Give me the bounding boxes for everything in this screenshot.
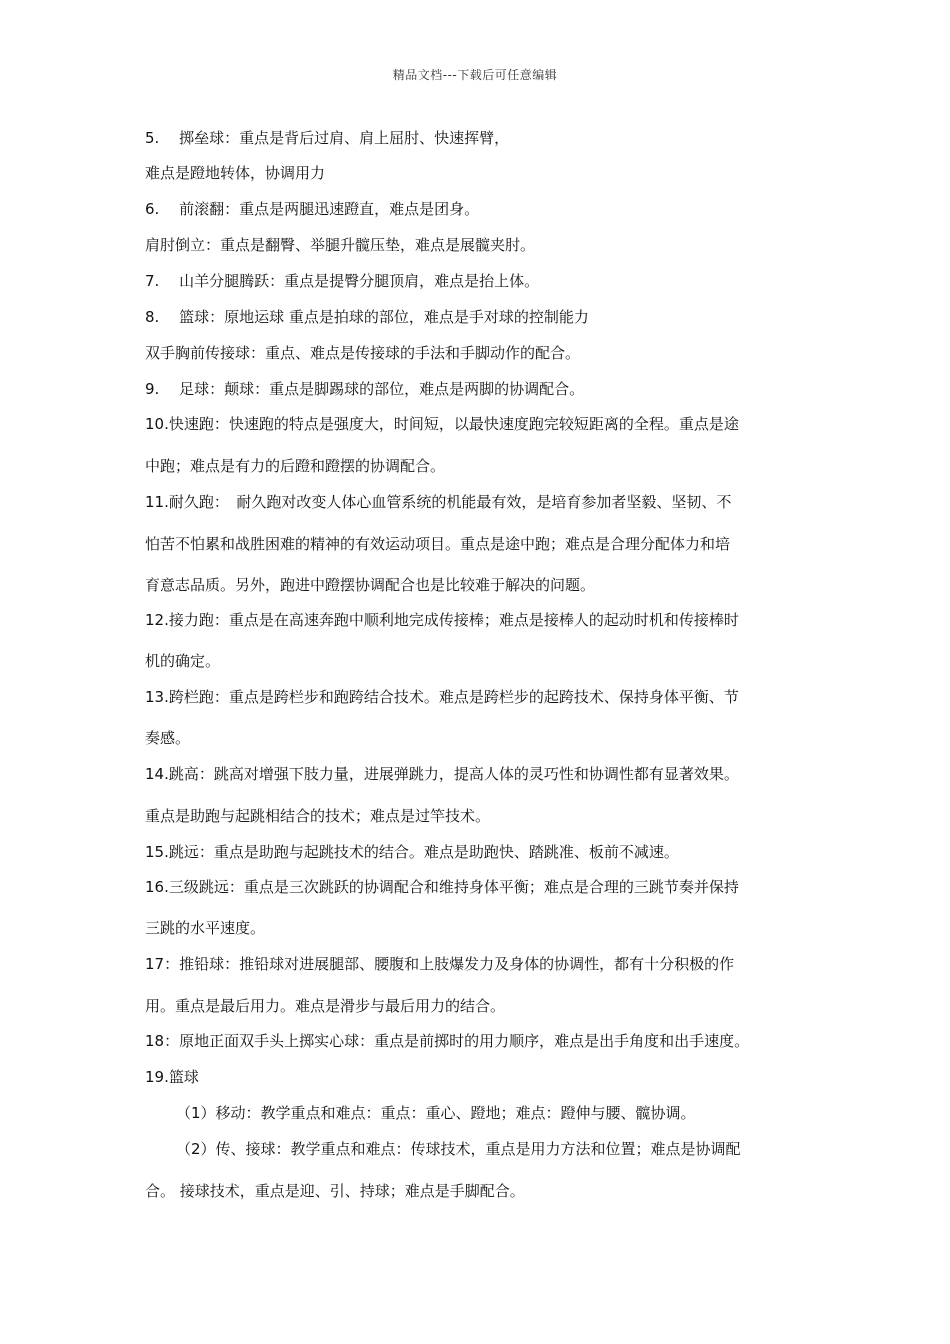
text-line: 用。重点是最后用力。难点是滑步与最后用力的结合。: [145, 997, 506, 1015]
text-line: （2）传、接球：教学重点和难点：传球技术，重点是用力方法和位置；难点是协调配: [176, 1140, 741, 1158]
text-line: 10.快速跑：快速跑的特点是强度大，时间短，以最快速度跑完较短距离的全程。重点是途: [145, 415, 739, 433]
text-line: 中跑；难点是有力的后蹬和蹬摆的协调配合。: [145, 457, 446, 475]
text-line: 育意志品质。另外，跑进中蹬摆协调配合也是比较难于解决的问题。: [145, 576, 596, 594]
text-line: 14.跳高：跳高对增强下肢力量，进展弹跳力，提高人体的灵巧性和协调性都有显著效果。: [145, 765, 739, 783]
text-line: 机的确定。: [145, 652, 221, 670]
text-line: （1）移动：教学重点和难点：重点：重心、蹬地；难点：蹬伸与腰、髋协调。: [176, 1104, 696, 1122]
text-line: 9. 足球：颠球：重点是脚踢球的部位，难点是两脚的协调配合。: [145, 380, 585, 398]
text-line: 8. 篮球：原地运球 重点是拍球的部位，难点是手对球的控制能力: [145, 308, 589, 326]
text-line: 16.三级跳远：重点是三次跳跃的协调配合和维持身体平衡；难点是合理的三跳节奏并保持: [145, 878, 739, 896]
text-line: 7. 山羊分腿腾跃：重点是提臀分腿顶肩，难点是抬上体。: [145, 272, 540, 290]
text-line: 怕苦不怕累和战胜困难的精神的有效运动项目。重点是途中跑；难点是合理分配体力和培: [145, 535, 731, 553]
text-line: 12.接力跑：重点是在高速奔跑中顺利地完成传接棒；难点是接棒人的起动时机和传接棒时: [145, 611, 739, 629]
text-line: 17：推铅球：推铅球对进展腿部、腰腹和上肢爆发力及身体的协调性，都有十分积极的作: [145, 955, 735, 973]
text-line: 19.篮球: [145, 1068, 199, 1086]
text-line: 难点是蹬地转体，协调用力: [145, 164, 326, 182]
text-line: 6. 前滚翻：重点是两腿迅速蹬直，难点是团身。: [145, 200, 480, 218]
text-line: 合。 接球技术，重点是迎、引、持球；难点是手脚配合。: [145, 1182, 525, 1200]
text-line: 15.跳远：重点是助跑与起跳技术的结合。难点是助跑快、踏跳准、板前不减速。: [145, 843, 679, 861]
page-header: 精品文档---下载后可任意编辑: [392, 68, 558, 82]
text-line: 11.耐久跑： 耐久跑对改变人体心血管系统的机能最有效，是培育参加者坚毅、坚韧、不: [145, 493, 732, 511]
text-line: 奏感。: [145, 729, 191, 747]
text-line: 双手胸前传接球：重点、难点是传接球的手法和手脚动作的配合。: [145, 344, 581, 362]
text-line: 5. 掷垒球：重点是背后过肩、肩上屈肘、快速挥臂，: [145, 129, 510, 147]
text-line: 肩肘倒立：重点是翻臀、举腿升髋压垫，难点是展髋夹肘。: [145, 236, 536, 254]
text-line: 18：原地正面双手头上掷实心球：重点是前掷时的用力顺序，难点是出手角度和出手速度。: [145, 1032, 750, 1050]
text-line: 重点是助跑与起跳相结合的技术；难点是过竿技术。: [145, 807, 491, 825]
text-line: 三跳的水平速度。: [145, 919, 266, 937]
text-line: 13.跨栏跑：重点是跨栏步和跑跨结合技术。难点是跨栏步的起跨技术、保持身体平衡、节: [145, 688, 739, 706]
